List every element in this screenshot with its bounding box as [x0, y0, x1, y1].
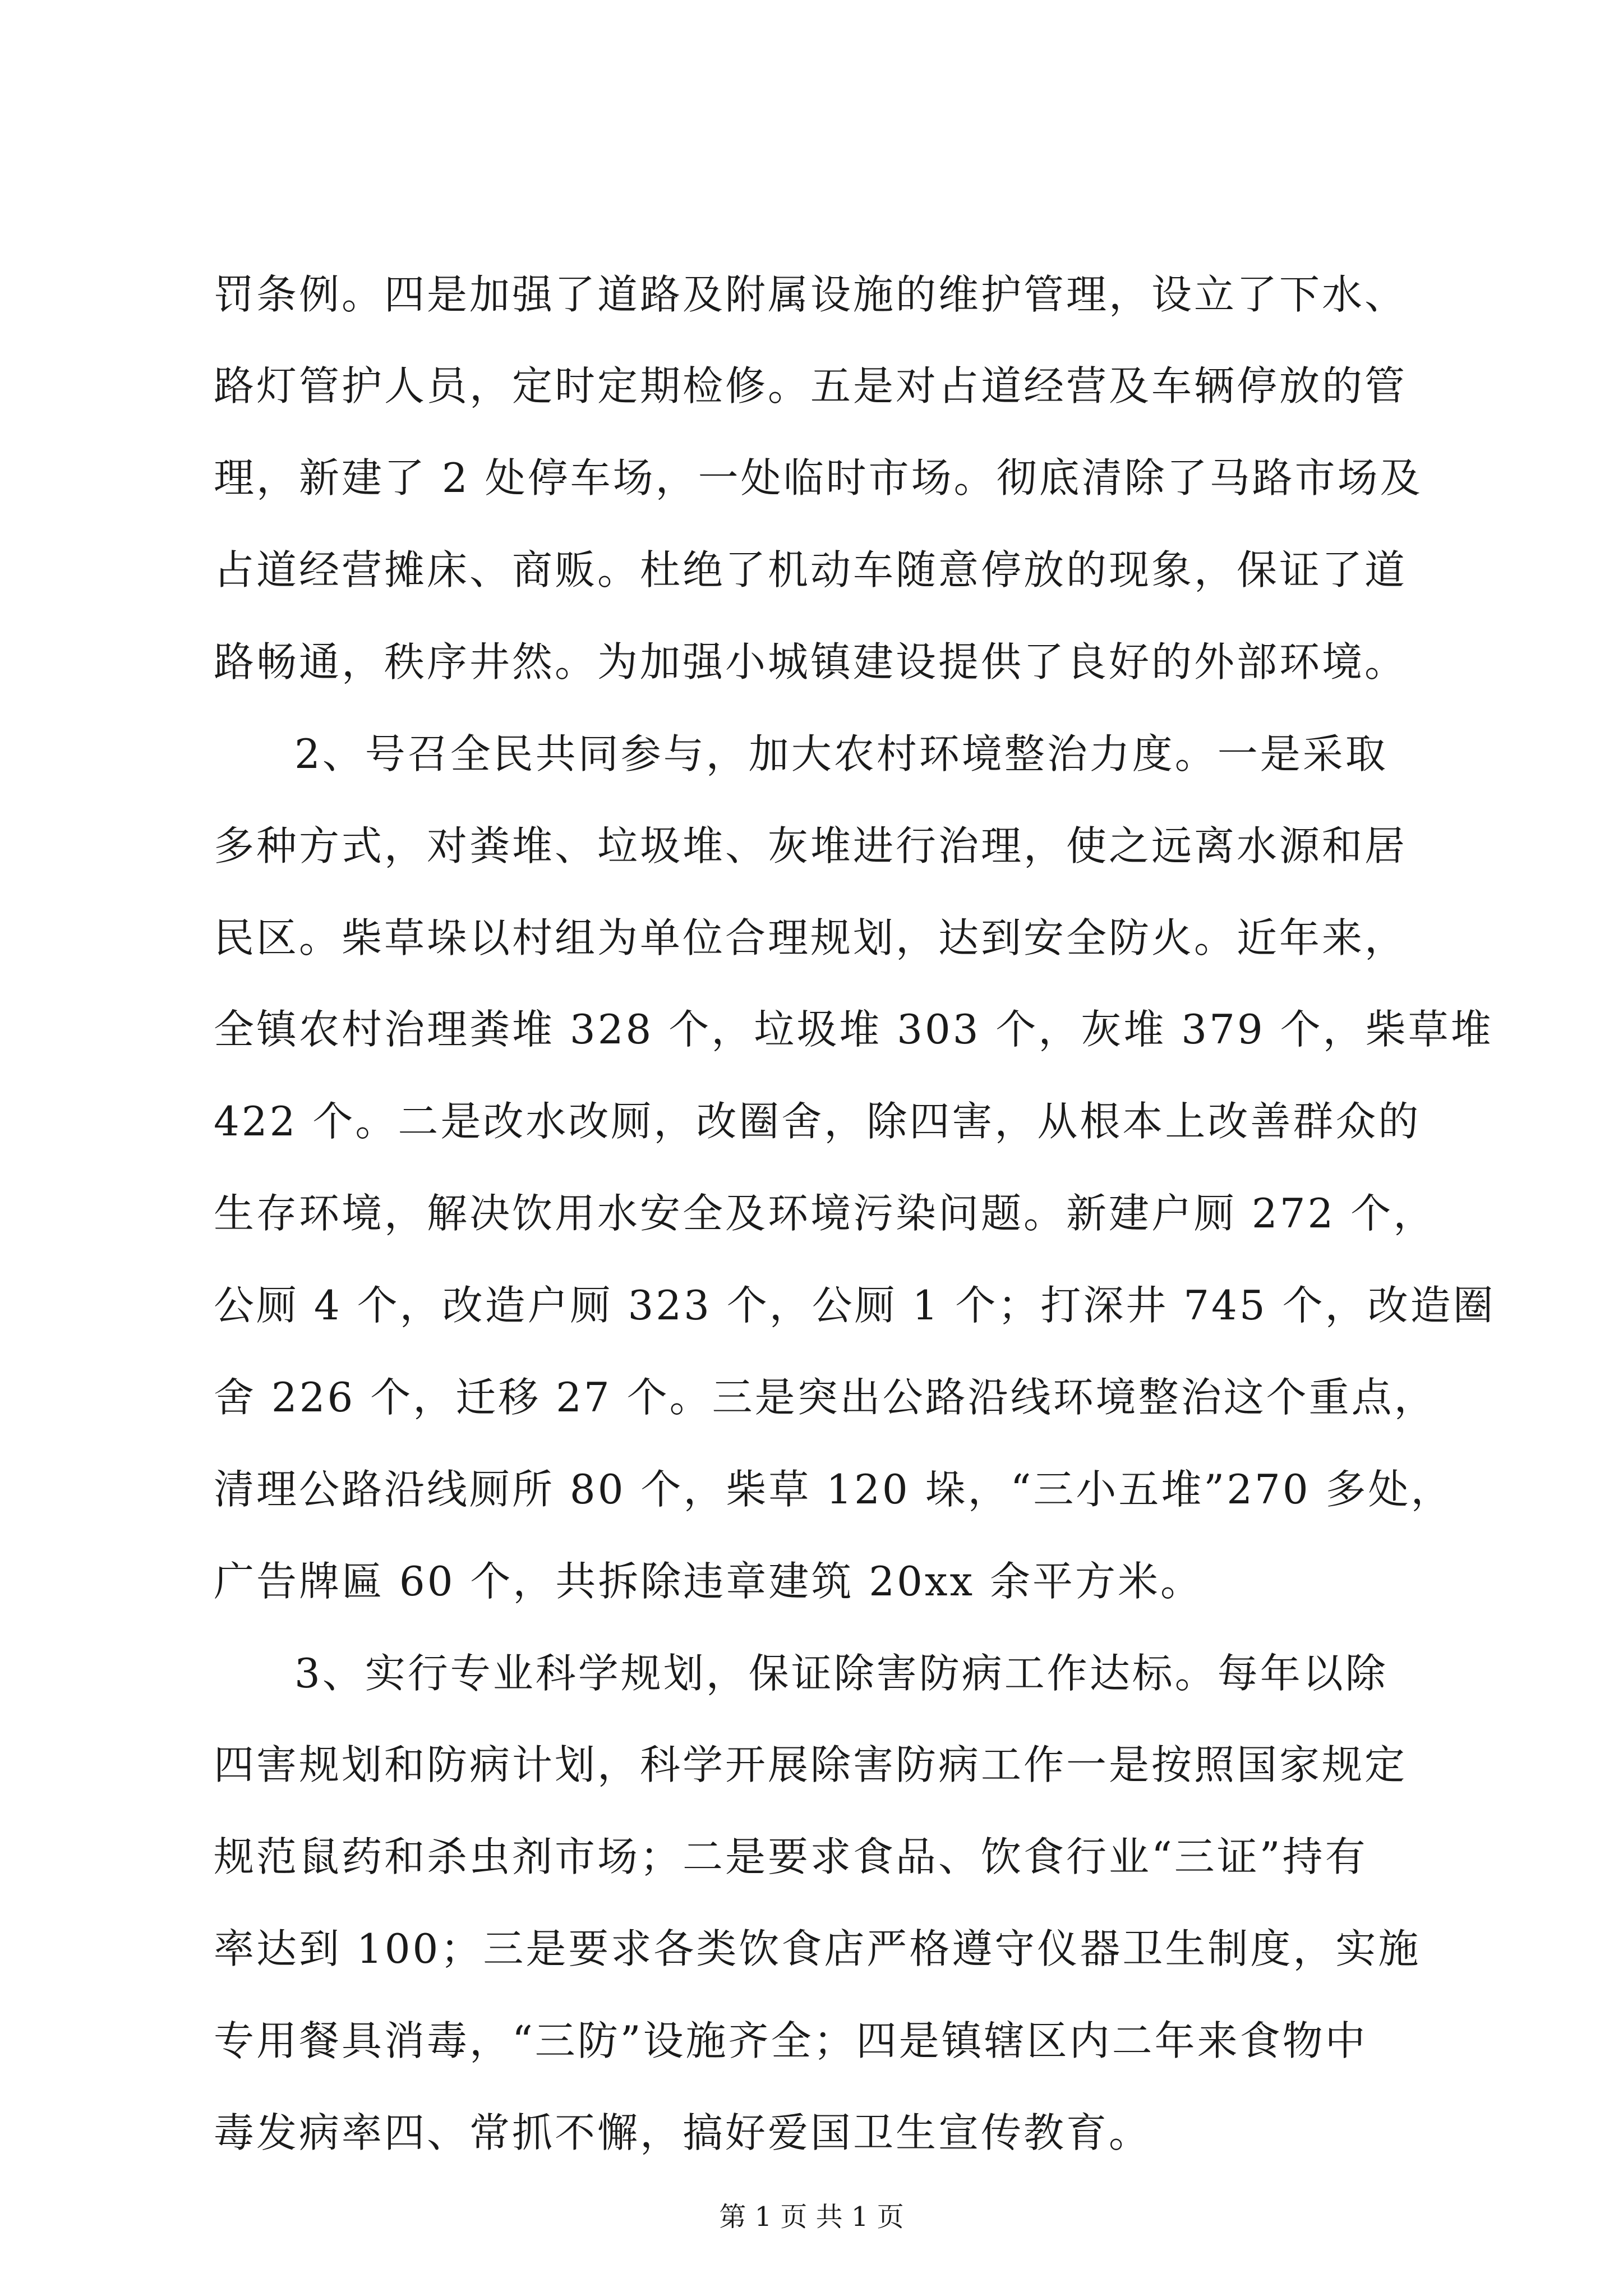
text-line: 率达到 100；三是要求各类饮食店严格遵守仪器卫生制度，实施 [214, 1925, 1421, 1972]
text-line: 民区。柴草垛以村组为单位合理规划，达到安全防火。近年来， [214, 914, 1408, 961]
text-line: 规范鼠药和杀虫剂市场；二是要求食品、饮食行业“三证”持有 [214, 1833, 1368, 1880]
text-line: 公厕 4 个，改造户厕 323 个，公厕 1 个；打深井 745 个，改造圈 [214, 1282, 1496, 1329]
text-line: 专用餐具消毒，“三防”设施齐全；四是镇辖区内二年来食物中 [214, 2017, 1368, 2064]
text-line: 广告牌匾 60 个，共拆除违章建筑 20xx 余平方米。 [214, 1558, 1203, 1605]
text-line: 多种方式，对粪堆、垃圾堆、灰堆进行治理，使之远离水源和居 [214, 822, 1408, 869]
text-line: 生存环境，解决饮用水安全及环境污染问题。新建户厕 272 个， [214, 1190, 1436, 1237]
text-line: 理，新建了 2 处停车场，一处临时市场。彻底清除了马路市场及 [214, 454, 1423, 501]
text-line: 路畅通，秩序井然。为加强小城镇建设提供了良好的外部环境。 [214, 638, 1408, 685]
text-line: 四害规划和防病计划，科学开展除害防病工作一是按照国家规定 [214, 1741, 1408, 1788]
text-line: 全镇农村治理粪堆 328 个，垃圾堆 303 个，灰堆 379 个，柴草堆 [214, 1006, 1493, 1053]
text-line: 罚条例。四是加强了道路及附属设施的维护管理，设立了下水、 [214, 271, 1408, 318]
paragraph-first-line: 2、号召全民共同参与，加大农村环境整治力度。一是采取 [294, 730, 1388, 777]
text-line: 舍 226 个，迁移 27 个。三是突出公路沿线环境整治这个重点， [214, 1374, 1437, 1421]
text-line: 毒发病率四、常抓不懈，搞好爱国卫生宣传教育。 [214, 2109, 1152, 2156]
text-line: 422 个。二是改水改厕，改圈舍，除四害，从根本上改善群众的 [214, 1098, 1421, 1145]
paragraph-first-line: 3、实行专业科学规划，保证除害防病工作达标。每年以除 [294, 1650, 1388, 1697]
text-line: 路灯管护人员，定时定期检修。五是对占道经营及车辆停放的管 [214, 362, 1408, 409]
text-line: 占道经营摊床、商贩。杜绝了机动车随意停放的现象，保证了道 [214, 546, 1408, 593]
page-footer: 第 1 页 共 1 页 [719, 2201, 904, 2233]
text-line: 清理公路沿线厕所 80 个，柴草 120 垛，“三小五堆”270 多处， [214, 1466, 1454, 1513]
